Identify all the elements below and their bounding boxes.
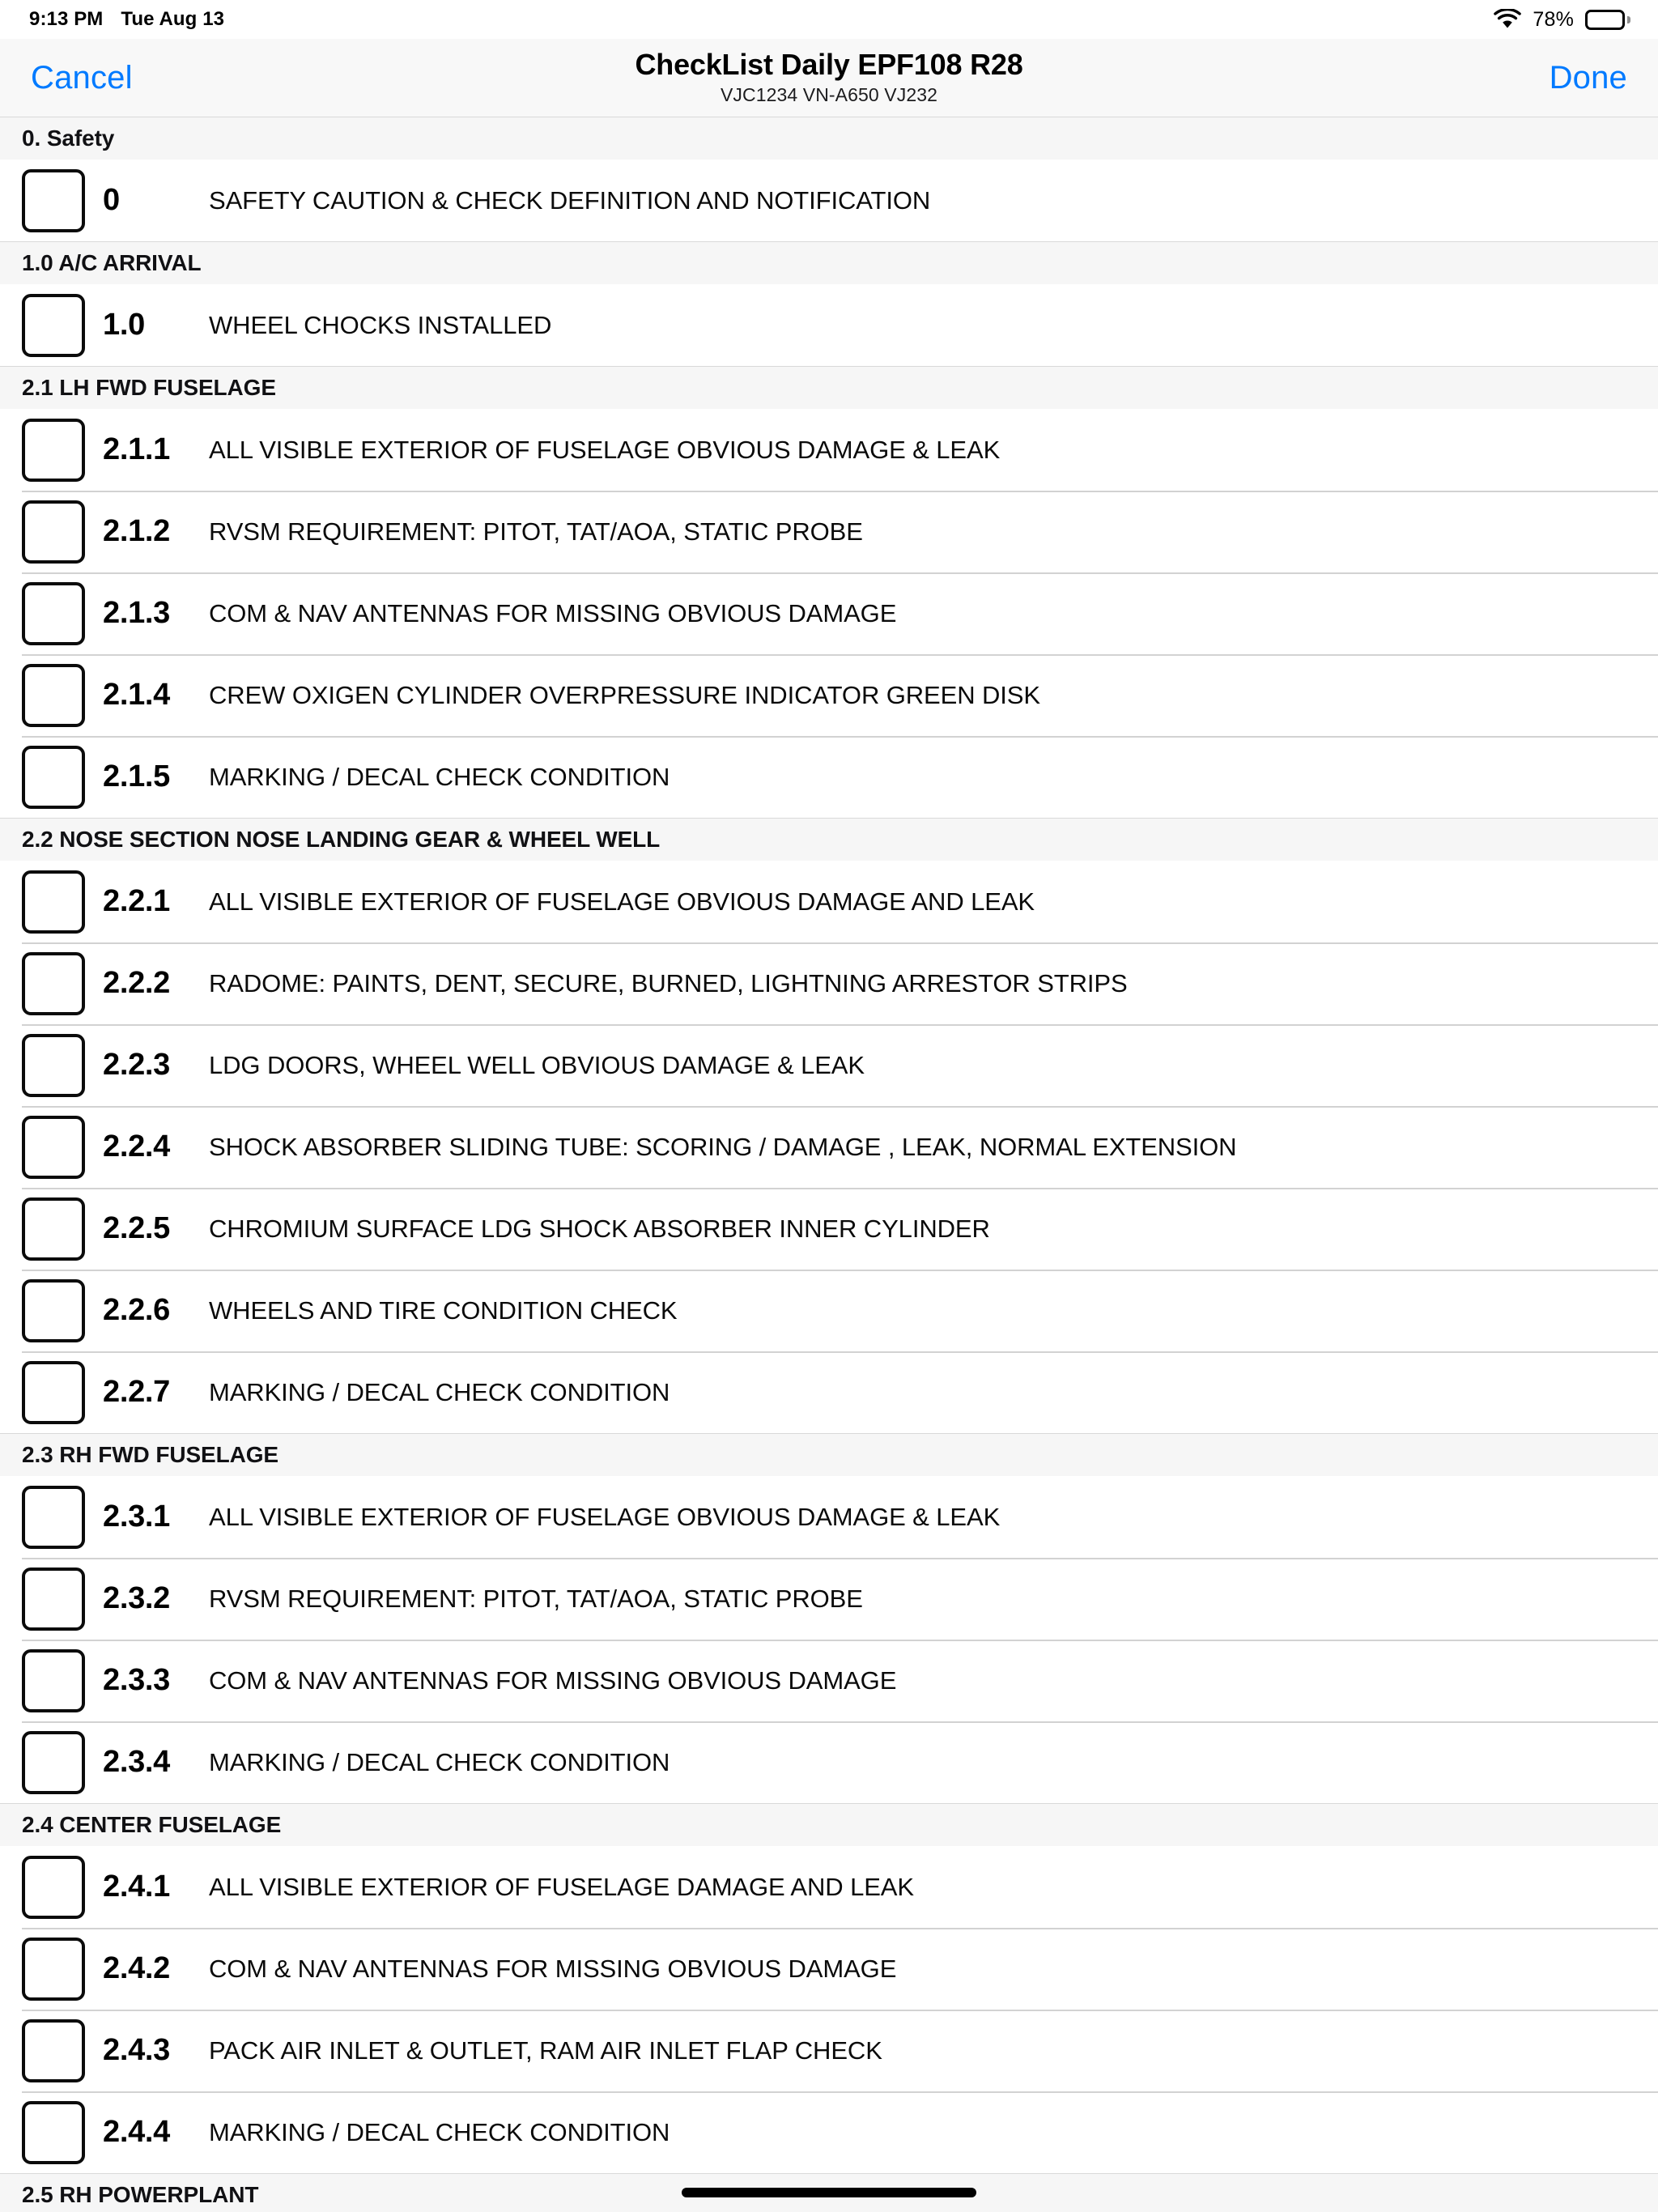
item-label: ALL VISIBLE EXTERIOR OF FUSELAGE OBVIOUS DAMAGE & LEAK	[209, 1502, 1001, 1531]
section-header: 0. Safety	[0, 117, 1658, 160]
item-label: RVSM REQUIREMENT: PITOT, TAT/AOA, STATIC PROBE	[209, 517, 863, 546]
item-label: RVSM REQUIREMENT: PITOT, TAT/AOA, STATIC PROBE	[209, 1584, 863, 1613]
checkbox-2.4.1[interactable]	[22, 1856, 85, 1919]
item-label: CREW OXIGEN CYLINDER OVERPRESSURE INDICATOR GREEN DISK	[209, 680, 1040, 709]
item-code: 2.4.3	[103, 2033, 171, 2067]
checkbox-2.1.5[interactable]	[22, 746, 85, 809]
checklist-row[interactable]	[0, 1928, 1658, 2010]
checklist-row[interactable]	[0, 861, 1658, 942]
item-label: COM & NAV ANTENNAS FOR MISSING OBVIOUS DAMAGE	[209, 1665, 897, 1695]
checkbox-2.1.2[interactable]	[22, 500, 85, 564]
checklist-row[interactable]	[0, 409, 1658, 491]
checkbox-2.4.3[interactable]	[22, 2019, 85, 2082]
section-header: 2.2 NOSE SECTION NOSE LANDING GEAR & WHEEL WELL	[0, 818, 1658, 861]
item-code: 2.2.3	[103, 1048, 171, 1082]
item-label: MARKING / DECAL CHECK CONDITION	[209, 1377, 670, 1406]
item-code: 2.4.2	[103, 1951, 171, 1985]
checkbox-0[interactable]	[22, 169, 85, 232]
checklist-row[interactable]	[0, 491, 1658, 572]
navigation-bar	[0, 39, 1658, 117]
checkbox-2.4.4[interactable]	[22, 2101, 85, 2164]
page-subtitle: VJC1234 VN-A650 VJ232	[720, 83, 938, 105]
item-label: PACK AIR INLET & OUTLET, RAM AIR INLET FLAP CHECK	[209, 2035, 882, 2065]
item-label: RADOME: PAINTS, DENT, SECURE, BURNED, LIGHTNING ARRESTOR STRIPS	[209, 968, 1128, 998]
section-header: 2.3 RH FWD FUSELAGE	[0, 1433, 1658, 1476]
item-label: LDG DOORS, WHEEL WELL OBVIOUS DAMAGE & LEAK	[209, 1050, 865, 1079]
item-label: ALL VISIBLE EXTERIOR OF FUSELAGE OBVIOUS DAMAGE AND LEAK	[209, 887, 1035, 916]
item-code: 2.2.6	[103, 1293, 171, 1327]
item-code: 1.0	[103, 308, 145, 342]
checklist-row[interactable]	[0, 736, 1658, 818]
battery-icon	[1585, 10, 1630, 30]
checklist-row[interactable]	[0, 284, 1658, 366]
checklist-row[interactable]	[0, 1351, 1658, 1433]
page-title: CheckList Daily EPF108 R28	[635, 48, 1023, 82]
item-code: 2.1.2	[103, 514, 171, 548]
item-code: 2.1.4	[103, 678, 171, 712]
checkbox-2.3.2[interactable]	[22, 1568, 85, 1631]
checklist-row[interactable]	[0, 654, 1658, 736]
checklist-row[interactable]	[0, 160, 1658, 241]
wifi-icon	[1494, 9, 1521, 30]
checklist-row[interactable]	[0, 1721, 1658, 1803]
item-code: 2.2.4	[103, 1129, 171, 1163]
checkbox-2.3.3[interactable]	[22, 1649, 85, 1712]
battery-percent-label: 78%	[1533, 7, 1574, 31]
checklist-row[interactable]	[0, 942, 1658, 1024]
section-header: 2.5 RH POWERPLANT	[0, 2173, 1658, 2212]
checklist-row[interactable]	[0, 1188, 1658, 1270]
checkbox-2.2.4[interactable]	[22, 1116, 85, 1179]
checkbox-2.1.3[interactable]	[22, 582, 85, 645]
item-code: 2.3.3	[103, 1663, 171, 1697]
checklist-row[interactable]	[0, 1640, 1658, 1721]
checkbox-2.3.4[interactable]	[22, 1731, 85, 1794]
section-header: 1.0 A/C ARRIVAL	[0, 241, 1658, 284]
checkbox-1.0[interactable]	[22, 294, 85, 357]
checklist-row[interactable]	[0, 1846, 1658, 1928]
checklist-row[interactable]	[0, 572, 1658, 654]
item-label: SHOCK ABSORBER SLIDING TUBE: SCORING / DAMAGE , LEAK, NORMAL EXTENSION	[209, 1132, 1237, 1161]
checklist-row[interactable]	[0, 1476, 1658, 1558]
item-code: 2.3.1	[103, 1499, 171, 1534]
section-header: 2.4 CENTER FUSELAGE	[0, 1803, 1658, 1846]
item-label: MARKING / DECAL CHECK CONDITION	[209, 2117, 670, 2146]
section-header: 2.1 LH FWD FUSELAGE	[0, 366, 1658, 409]
checkbox-2.4.2[interactable]	[22, 1938, 85, 2001]
status-time: 9:13 PM	[29, 8, 104, 30]
item-code: 0	[103, 183, 120, 217]
checkbox-2.2.2[interactable]	[22, 952, 85, 1015]
checklist-row[interactable]	[0, 1024, 1658, 1106]
item-code: 2.3.2	[103, 1581, 171, 1615]
item-label: WHEELS AND TIRE CONDITION CHECK	[209, 1295, 678, 1325]
checkbox-2.1.1[interactable]	[22, 419, 85, 482]
navigation-title-group	[0, 39, 1658, 117]
item-label: ALL VISIBLE EXTERIOR OF FUSELAGE OBVIOUS DAMAGE & LEAK	[209, 435, 1001, 464]
item-label: ALL VISIBLE EXTERIOR OF FUSELAGE DAMAGE AND LEAK	[209, 1872, 914, 1901]
checkbox-2.2.6[interactable]	[22, 1279, 85, 1342]
checkbox-2.2.7[interactable]	[22, 1361, 85, 1424]
status-date: Tue Aug 13	[121, 8, 225, 30]
item-code: 2.1.1	[103, 432, 171, 466]
checkbox-2.2.1[interactable]	[22, 870, 85, 934]
item-code: 2.2.7	[103, 1375, 171, 1409]
checklist-row[interactable]	[0, 1270, 1658, 1351]
item-label: WHEEL CHOCKS INSTALLED	[209, 310, 552, 339]
cancel-button[interactable]: Cancel	[29, 55, 134, 101]
status-bar	[0, 0, 1658, 39]
checkbox-2.2.3[interactable]	[22, 1034, 85, 1097]
checklist-scroll-area[interactable]	[0, 117, 1658, 2212]
item-code: 2.3.4	[103, 1745, 171, 1779]
checklist-row[interactable]	[0, 1558, 1658, 1640]
checklist-row[interactable]	[0, 2010, 1658, 2091]
item-code: 2.2.2	[103, 966, 171, 1000]
item-code: 2.2.5	[103, 1211, 171, 1245]
status-bar-left	[29, 8, 224, 31]
item-label: COM & NAV ANTENNAS FOR MISSING OBVIOUS DAMAGE	[209, 1954, 897, 1983]
status-bar-right	[1494, 8, 1630, 32]
item-label: COM & NAV ANTENNAS FOR MISSING OBVIOUS DAMAGE	[209, 598, 897, 627]
item-label: SAFETY CAUTION & CHECK DEFINITION AND NOTIFICATION	[209, 185, 931, 215]
checkbox-2.1.4[interactable]	[22, 664, 85, 727]
checklist-row[interactable]	[0, 1106, 1658, 1188]
item-label: CHROMIUM SURFACE LDG SHOCK ABSORBER INNER CYLINDER	[209, 1214, 990, 1243]
item-code: 2.2.1	[103, 884, 171, 918]
item-code: 2.4.1	[103, 1870, 171, 1904]
item-code: 2.1.5	[103, 759, 171, 793]
item-code: 2.4.4	[103, 2115, 171, 2149]
item-code: 2.1.3	[103, 596, 171, 630]
item-label: MARKING / DECAL CHECK CONDITION	[209, 762, 670, 791]
checkbox-2.3.1[interactable]	[22, 1486, 85, 1549]
item-label: MARKING / DECAL CHECK CONDITION	[209, 1747, 670, 1776]
checklist-row[interactable]	[0, 2091, 1658, 2173]
done-button[interactable]: Done	[1548, 55, 1629, 101]
checkbox-2.2.5[interactable]	[22, 1197, 85, 1261]
